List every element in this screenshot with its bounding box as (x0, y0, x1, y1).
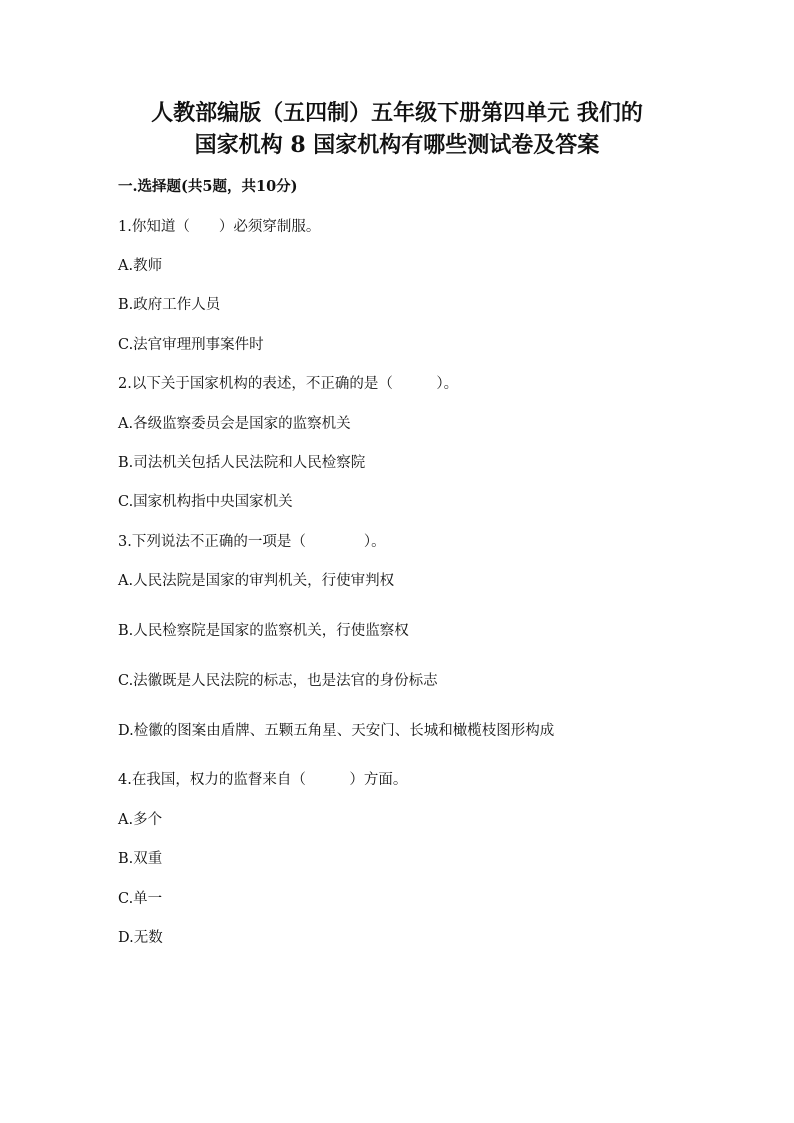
question-1-option-a: A.教师 (118, 258, 163, 274)
question-4-stem: 4.在我国，权力的监督来自（ ）方面。 (118, 772, 408, 788)
question-2-stem: 2.以下关于国家机构的表述，不正确的是（ ）。 (118, 376, 459, 392)
question-3-option-c: C.法徽既是人民法院的标志，也是法官的身份标志 (118, 673, 438, 689)
section-heading: 一.选择题(共5题，共10分) (118, 178, 298, 195)
question-3-option-a: A.人民法院是国家的审判机关，行使审判权 (118, 573, 395, 589)
page-title-line-2: 国家机构 8 国家机构有哪些测试卷及答案 (194, 132, 600, 158)
question-1-stem: 1.你知道（ ）必须穿制服。 (118, 219, 321, 235)
question-3-stem: 3.下列说法不正确的一项是（ ）。 (118, 534, 386, 550)
question-4-option-a: A.多个 (118, 812, 163, 828)
question-3-option-b: B.人民检察院是国家的监察机关，行使监察权 (118, 623, 409, 639)
question-4-option-b: B.双重 (118, 851, 163, 867)
question-4-option-c: C.单一 (118, 891, 163, 907)
question-1-option-c: C.法官审理刑事案件时 (118, 337, 264, 353)
question-2-option-b: B.司法机关包括人民法院和人民检察院 (118, 455, 366, 471)
question-2-option-c: C.国家机构指中央国家机关 (118, 494, 293, 510)
page-title-line-1: 人教部编版（五四制）五年级下册第四单元 我们的 (151, 100, 643, 126)
question-2-option-a: A.各级监察委员会是国家的监察机关 (118, 416, 351, 432)
question-1-option-b: B.政府工作人员 (118, 297, 221, 313)
question-3-option-d: D.检徽的图案由盾牌、五颗五角星、天安门、长城和橄榄枝图形构成 (118, 723, 555, 739)
question-4-option-d: D.无数 (118, 930, 163, 946)
